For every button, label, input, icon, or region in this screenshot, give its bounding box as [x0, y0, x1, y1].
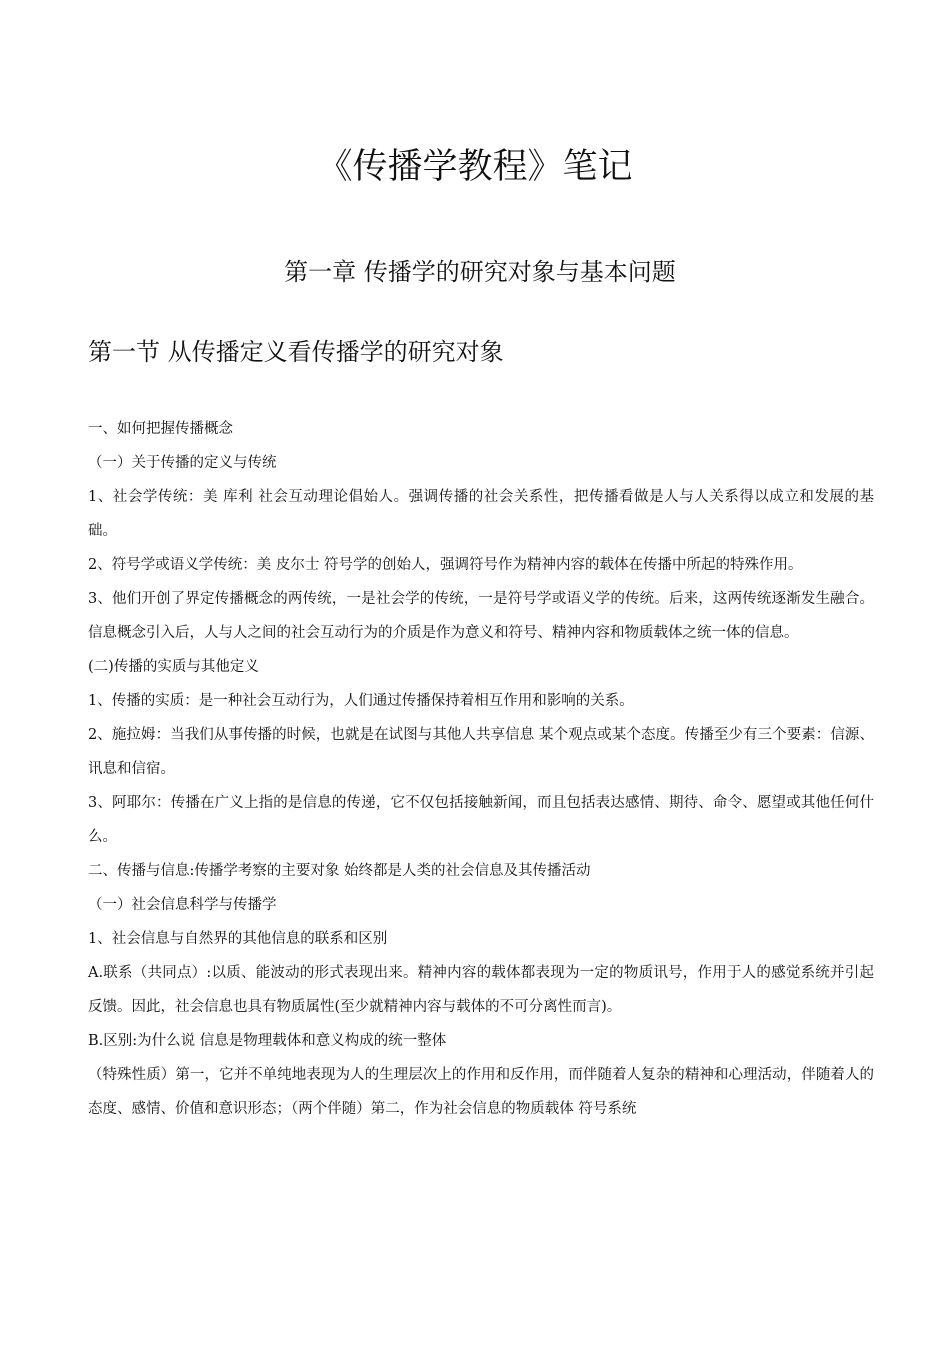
paragraph: A.联系（共同点）:以质、能波动的形式表现出来。精神内容的载体都表现为一定的物质讯号，作用于人的感觉系统并引起反馈。因此，社会信息也具有物质属性(至少就精神内容与载体的不可分离性而言)。: [88, 965, 874, 1015]
heading-level-2: (二)传播的实质与其他定义: [88, 659, 259, 675]
heading-level-2: （一）关于传播的定义与传统: [88, 455, 277, 471]
body-text: [88, 412, 874, 1126]
chapter-title: 第一章 传播学的研究对象与基本问题: [284, 258, 676, 286]
paragraph: 1、社会信息与自然界的其他信息的联系和区别: [88, 931, 388, 947]
section-title: 第一节 从传播定义看传播学的研究对象: [88, 338, 504, 366]
paragraph: 1、社会学传统：美 库利 社会互动理论倡始人。强调传播的社会关系性，把传播看做是人与人关系得以成立和发展的基础。: [88, 489, 874, 539]
document-title: 《传播学教程》笔记: [317, 147, 633, 187]
paragraph: 3、他们开创了界定传播概念的两传统，一是社会学的传统，一是符号学或语义学的传统。后来，这两传统逐渐发生融合。信息概念引入后，人与人之间的社会互动行为的介质是作为意义和符号、精神内容和物质载体之统一体的信息。: [88, 591, 874, 641]
heading-level-2: （一）社会信息科学与传播学: [88, 897, 277, 913]
paragraph: B.区别:为什么说 信息是物理载体和意义构成的统一整体: [88, 1033, 447, 1049]
heading-level-1: 二、传播与信息:传播学考察的主要对象 始终都是人类的社会信息及其传播活动: [88, 863, 591, 879]
paragraph: （特殊性质）第一，它并不单纯地表现为人的生理层次上的作用和反作用，而伴随着人复杂的精神和心理活动，伴随着人的态度、感情、价值和意识形态；（两个伴随）第二，作为社会信息的物质载体 符号系统: [88, 1067, 874, 1117]
paragraph: 1、传播的实质：是一种社会互动行为，人们通过传播保持着相互作用和影响的关系。: [88, 693, 634, 709]
heading-level-1: 一、如何把握传播概念: [88, 421, 233, 437]
paragraph: 2、符号学或语义学传统：美 皮尔士 符号学的创始人，强调符号作为精神内容的载体在传播中所起的特殊作用。: [88, 557, 803, 573]
paragraph: 2、施拉姆：当我们从事传播的时候，也就是在试图与其他人共享信息 某个观点或某个态度。传播至少有三个要素：信源、讯息和信宿。: [88, 727, 874, 777]
paragraph: 3、阿耶尔：传播在广义上指的是信息的传递，它不仅包括接触新闻，而且包括表达感情、期待、命令、愿望或其他任何什么。: [88, 795, 874, 845]
